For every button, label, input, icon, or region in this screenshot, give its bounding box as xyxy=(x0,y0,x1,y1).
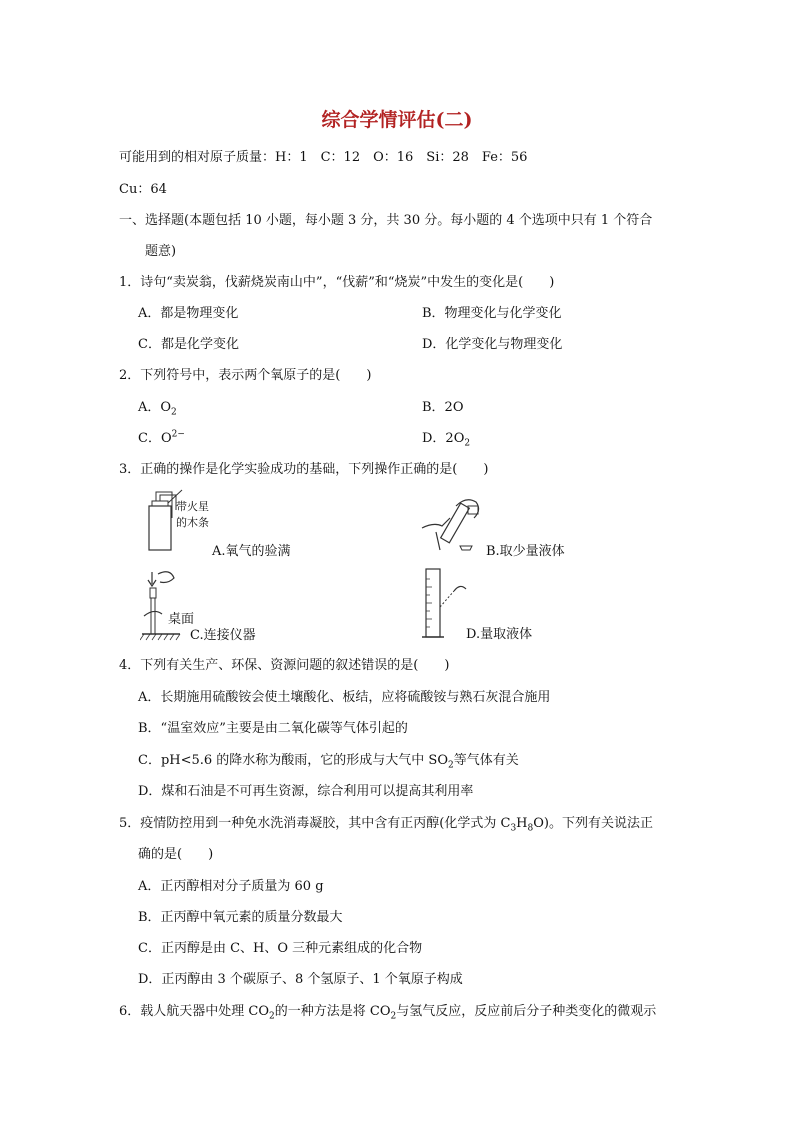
figure-c-connect-apparatus xyxy=(140,568,340,643)
figure-a-oxygen-test xyxy=(140,488,340,558)
figure-a-tag-line1: 带火星 xyxy=(176,500,209,513)
q2-option-d: D．$2O_2$ xyxy=(422,431,471,449)
q4-option-b: B．“温室效应”主要是由二氧化碳等气体引起的 xyxy=(138,721,408,736)
figure-c-tag: 桌面 xyxy=(168,612,195,627)
atomic-mass-line2: Cu：64 xyxy=(119,182,167,197)
question-3-stem: 3．正确的操作是化学实验成功的基础，下列操作正确的是( ) xyxy=(119,462,489,477)
question-2-stem: 2．下列符号中，表示两个氧原子的是( ) xyxy=(119,368,372,383)
q5-option-a: A．正丙醇相对分子质量为 60 g xyxy=(138,879,324,894)
q4-option-a: A．长期施用硫酸铵会使土壤酸化、板结，应将硫酸铵与熟石灰混合施用 xyxy=(138,690,551,705)
section-heading: 一、选择题(本题包括 10 小题，每小题 3 分，共 30 分。每小题的 4 个选项中只有 1 个符合 xyxy=(119,213,653,228)
question-4-stem: 4．下列有关生产、环保、资源问题的叙述错误的是( ) xyxy=(119,658,450,673)
q2-option-b: B．2O xyxy=(422,400,464,415)
question-5-stem-cont: 确的是( ) xyxy=(138,847,214,862)
q4-option-c: C．pH<5.6 的降水称为酸雨，它的形成与大气中 $SO_2$等气体有关 xyxy=(138,753,519,771)
figure-d-label: D.量取液体 xyxy=(466,627,533,642)
figure-b-take-liquid xyxy=(420,488,620,558)
figure-d-measure-liquid xyxy=(420,565,620,645)
q1-option-b: B．物理变化与化学变化 xyxy=(422,306,562,321)
page-title: 综合学情评估(二) xyxy=(321,109,473,131)
question-6-stem: 6．载人航天器中处理 $CO_2$的一种方法是将 $CO_2$与氢气反应，反应前后分子种类变化的微观示 xyxy=(119,1004,657,1022)
figure-a-tag-line2: 的木条 xyxy=(176,516,209,529)
q5-option-c: C．正丙醇是由 C、H、O 三种元素组成的化合物 xyxy=(138,941,423,956)
q5-option-b: B．正丙醇中氧元素的质量分数最大 xyxy=(138,910,343,925)
q2-option-c: C．$O^{2-}$ xyxy=(138,429,185,446)
q1-option-d: D．化学变化与物理变化 xyxy=(422,337,563,352)
q4-option-d: D．煤和石油是不可再生资源，综合利用可以提高其利用率 xyxy=(138,784,474,799)
question-5-stem: 5．疫情防控用到一种免水洗消毒凝胶，其中含有正丙醇(化学式为 $C_3H_8O$)。下列有关说法正 xyxy=(119,816,653,834)
question-1-stem: 1．诗句“卖炭翁，伐薪烧炭南山中”，“伐薪”和“烧炭”中发生的变化是( ) xyxy=(119,275,555,290)
atomic-mass-line1: 可能用到的相对原子质量：H：1 C：12 O：16 Si：28 Fe：56 xyxy=(119,150,528,165)
q2-option-a: A．$O_2$ xyxy=(138,400,177,418)
q1-option-c: C．都是化学变化 xyxy=(138,337,239,352)
section-heading-cont: 题意) xyxy=(145,244,177,259)
figure-a-label: A.氧气的验满 xyxy=(212,544,291,559)
q1-option-a: A．都是物理变化 xyxy=(138,306,239,321)
q5-option-d: D．正丙醇由 3 个碳原子、8 个氢原子、1 个氧原子构成 xyxy=(138,972,463,987)
figure-b-label: B.取少量液体 xyxy=(486,544,565,559)
figure-c-label: C.连接仪器 xyxy=(190,628,256,643)
